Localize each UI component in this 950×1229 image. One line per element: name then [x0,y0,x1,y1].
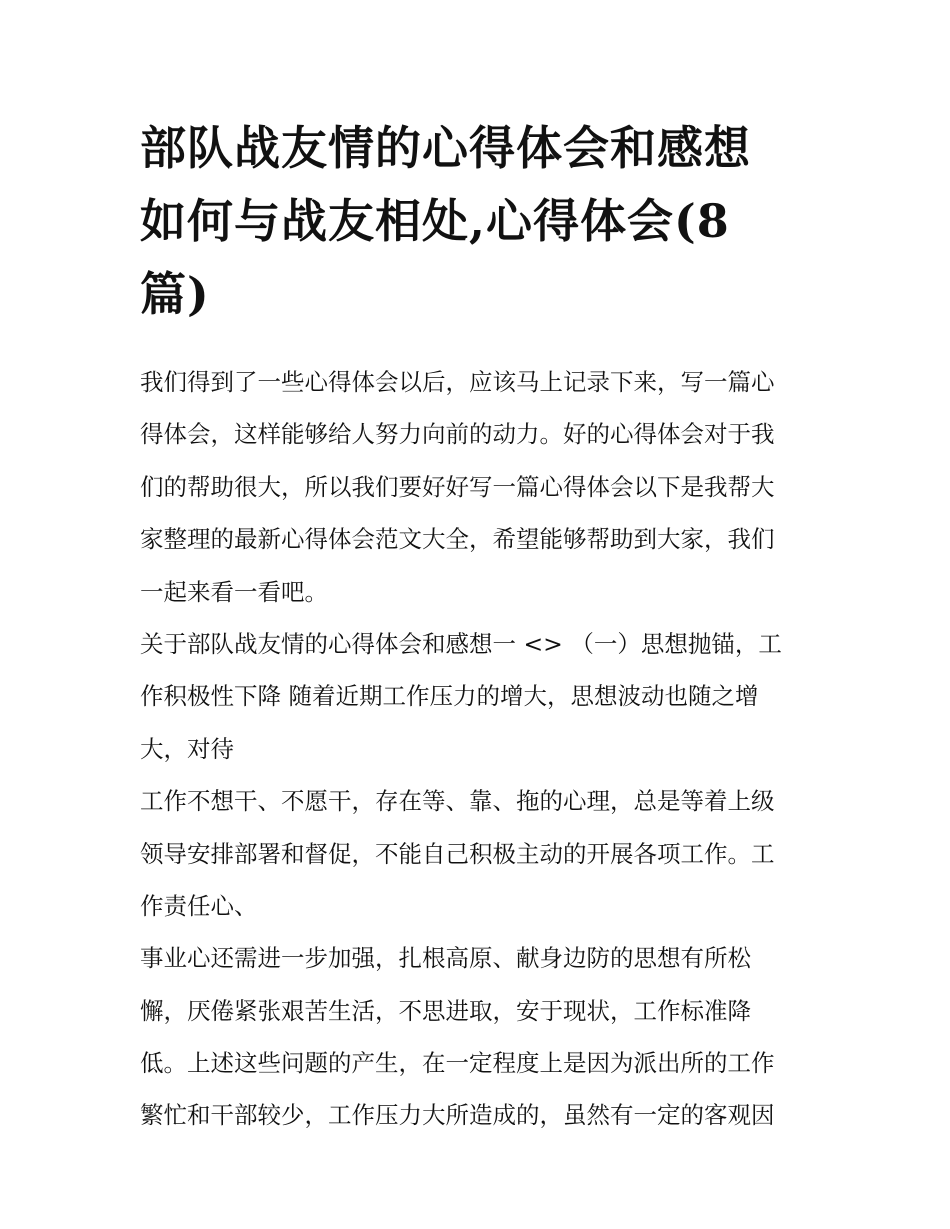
document-body [140,356,816,1142]
body-line: 懈，厌倦紧张艰苦生活，不思进取，安于现状，工作标准降 [140,996,751,1025]
body-line: 们的帮助很大，所以我们要好好写一篇心得体会以下是我帮大 [140,472,775,501]
title-line: 篇) [140,267,210,321]
body-line: 作积极性下降 随着近期工作压力的增大，思想波动也随之增 [140,682,759,711]
body-line: 工作不想干、不愿干，存在等、靠、拖的心理，总是等着上级 [140,787,775,816]
body-line: 繁忙和干部较少，工作压力大所造成的，虽然有一定的客观因 [140,1101,775,1130]
title-line: 部队战友情的心得体会和感想 [140,121,751,175]
body-line: 得体会，这样能够给人努力向前的动力。好的心得体会对于我 [140,420,775,449]
body-line: 事业心还需进一步加强，扎根高原、献身边防的思想有所松 [140,944,751,973]
title-line: 如何与战友相处,心得体会(8 [140,194,730,248]
body-line: 我们得到了一些心得体会以后，应该马上记录下来，写一篇心 [140,368,775,396]
body-line: 低。上述这些问题的产生，在一定程度上是因为派出所的工作 [140,1049,775,1078]
body-line: 领导安排部署和督促，不能自己积极主动的开展各项工作。工 [140,839,775,868]
body-line: 一起来看一看吧。 [140,577,328,606]
document-title [140,112,820,331]
body-line: 大，对待 [140,734,234,763]
body-line: 关于部队战友情的心得体会和感想一 <> （一）思想抛锚，工 [140,629,782,658]
body-line: 家整理的最新心得体会范文大全，希望能够帮助到大家，我们 [140,525,775,554]
body-line: 作责任心、 [140,891,258,920]
